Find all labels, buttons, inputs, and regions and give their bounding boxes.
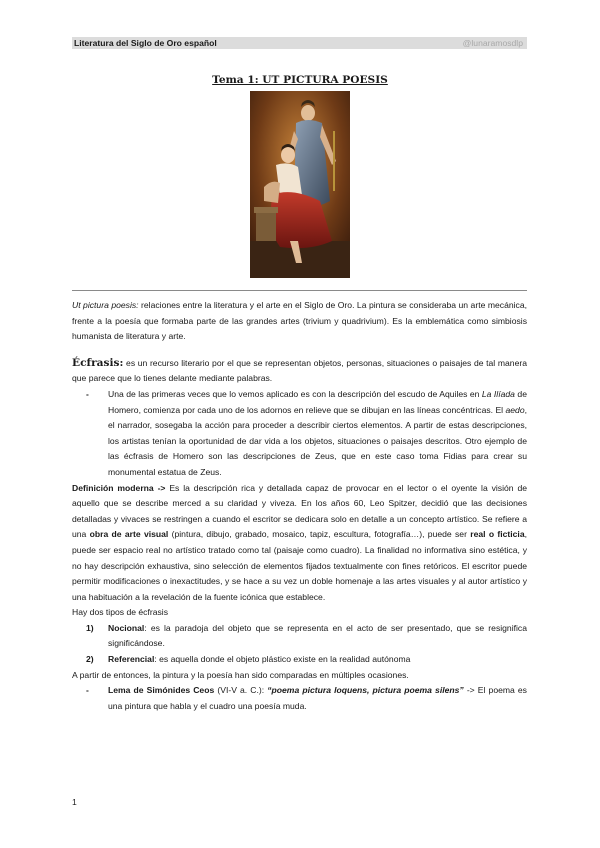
page-title	[0, 70, 600, 88]
definicion-label: Definición moderna	[72, 482, 154, 493]
lema-bullet	[72, 683, 527, 714]
page-title-text: Tema 1: UT PICTURA POESIS	[212, 74, 388, 86]
ecfrasis-text: es un recurso literario por el que se representan objetos, personas, situaciones o paisajes de tal manera que parece que lo tienes delante mediante palabras.	[72, 357, 527, 384]
lema-era: (VI-V a. C.):	[214, 685, 268, 696]
bullet-text: de Homero, comienza por cada uno de los adornos en relieve que se dibujan en las líneas concéntricas. El	[108, 388, 527, 415]
bullet-dash: -	[86, 685, 89, 696]
tipo-item	[72, 652, 527, 668]
obra-de-arte-visual: obra de arte visual	[89, 529, 169, 540]
painting-image	[250, 91, 350, 278]
lema-quote: “poema pictura loquens, pictura poema silens”	[267, 685, 464, 696]
ecfrasis-bullet	[72, 387, 527, 481]
partir-paragraph: A partir de entonces, la pintura y la poesía han sido comparadas en múltiples ocasiones.	[72, 669, 409, 680]
header-course-title: Literatura del Siglo de Oro español	[74, 38, 217, 48]
bullet-text: Una de las primeras veces que lo vemos aplicado es con la descripción del escudo de Aquiles en	[108, 388, 482, 399]
tipo-number: 2)	[86, 654, 94, 665]
bullet-text: , el narrador, sosegaba la acción para proceder a describir ciertos elementos. A partir de estas descripciones, los artistas tenían la oportunidad de dar vida a los objetos, situaciones o paisajes descritos. Otro ejemplo de las écfrasis de Homero son las descripciones de Zeus, que en este caso toma Fidias para crear su monumental estatua de Zeus.	[108, 404, 527, 477]
ecfrasis-heading: Écfrasis:	[72, 356, 124, 369]
definicion-text: Es la descripción rica y detallada capaz de provocar en el lector o el oyente la visión de aquello que se describe merced a su claridad y viveza. En los años 60, Leo Spitzer, decidió que las decisiones detalladas y vivaces se restringen a cuando el escritor se dedicara solo en detalle a un concepto artístico. Se refiere a una	[72, 482, 528, 540]
aedo-term: aedo	[505, 404, 525, 415]
document-body	[72, 298, 527, 714]
tipo-number: 1)	[86, 622, 94, 633]
intro-text: relaciones entre la literatura y el arte en el Siglo de Oro. La pintura se consideraba un arte mecánica, frente a la poesía que formaba parte de las grandes artes (trivium y quadrivium). Es la emblemática como simbiosis humanista de literatura y arte.	[72, 300, 527, 342]
bullet-dash: -	[86, 388, 89, 399]
definicion-text: (pintura, dibujo, grabado, mosaico, tapiz, escultura, fotografía…), puede ser	[168, 529, 471, 540]
tipo-item	[72, 621, 527, 652]
page-header	[72, 37, 527, 49]
tipo-text: : es la paradoja del objeto que se representa en el acto de ser presentado, que se resignifica significándose.	[108, 622, 527, 649]
definicion-arrow: ->	[153, 482, 170, 493]
iliad-title: La Ilíada	[481, 388, 515, 399]
ecfrasis-paragraph	[72, 356, 527, 387]
painting-illustration	[250, 91, 350, 278]
definicion-text: , puede ser espacio real no artístico tratado como tal (paisaje como cuadro). La finalidad no informativa sino estética, y no hay descripción exhaustiva, sino selección de elementos fijados textualmente con fines retóricos. El escritor puede permitir modificaciones o inexactitudes, y se hace a su vez un doble homenaje a las artes visuales y al autor artístico y una habituación a la revelación de la fuente icónica que establece.	[72, 529, 527, 602]
page-number: 1	[72, 797, 77, 807]
intro-term: Ut pictura poesis:	[72, 300, 139, 310]
intro-paragraph	[72, 298, 527, 345]
tipo-text: : es aquella donde el objeto plástico existe en la realidad autónoma	[154, 654, 411, 665]
tipos-intro: Hay dos tipos de écfrasis	[72, 607, 169, 618]
horizontal-divider	[72, 290, 527, 291]
tipo-label: Nocional	[108, 622, 145, 633]
tipo-label: Referencial	[108, 654, 155, 665]
real-o-ficticia: real o ficticia	[470, 529, 525, 540]
header-author-handle: @lunaramosdlp	[462, 38, 523, 48]
lema-label: Lema de Simónides Ceos	[108, 685, 215, 696]
lema-rest: -> El poema es una pintura que habla y el cuadro una poesía muda.	[108, 685, 527, 711]
definicion-paragraph	[72, 481, 527, 606]
